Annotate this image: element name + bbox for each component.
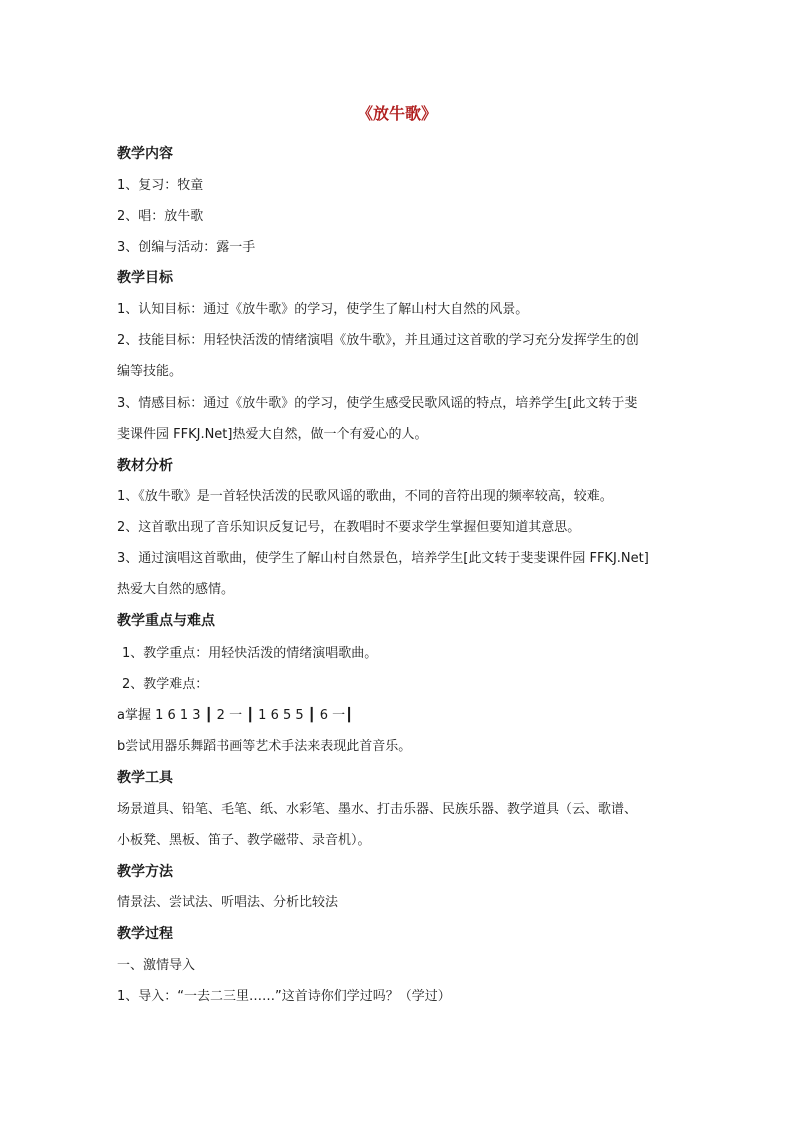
section-heading-key-points: 教学重点与难点 [117, 613, 215, 629]
paragraph-line: 场景道具、铅笔、毛笔、纸、水彩笔、墨水、打击乐器、民族乐器、教学道具（云、歌谱、 [117, 802, 638, 817]
paragraph-line: 小板凳、黑板、笛子、教学磁带、录音机）。 [117, 833, 371, 848]
section-heading-process: 教学过程 [117, 926, 173, 942]
paragraph-line: 1、教学重点：用轻快活泼的情绪演唱歌曲。 [122, 646, 378, 661]
paragraph-line: 一、激情导入 [117, 958, 196, 973]
paragraph-line: 2、唱：放牛歌 [117, 209, 204, 224]
paragraph-line: 斐课件园 FFKJ.Net]热爱大自然，做一个有爱心的人。 [117, 427, 428, 442]
paragraph-line: 1、《放牛歌》是一首轻快活泼的民歌风谣的歌曲，不同的音符出现的频率较高，较难。 [117, 489, 613, 504]
paragraph-line: 情景法、尝试法、听唱法、分析比较法 [117, 895, 339, 910]
paragraph-line: 2、教学难点： [122, 677, 209, 692]
section-heading-goals: 教学目标 [117, 270, 173, 286]
section-heading-tools: 教学工具 [117, 770, 173, 786]
paragraph-line: 1、导入：“一去二三里……”这首诗你们学过吗？（学过） [117, 989, 451, 1004]
paragraph-line: 编等技能。 [117, 364, 183, 379]
paragraph-line: 1、复习：牧童 [117, 178, 204, 193]
section-heading-methods: 教学方法 [117, 864, 173, 880]
paragraph-line: 热爱大自然的感情。 [117, 582, 235, 597]
notation-line: a掌握 1 6 1 3 ┃ 2 一 ┃ 1 6 5 5 ┃ 6 一┃ [117, 708, 353, 723]
section-heading-analysis: 教材分析 [117, 458, 173, 474]
section-heading-content: 教学内容 [117, 146, 173, 162]
document-title: 《放牛歌》 [356, 104, 437, 123]
paragraph-line: 1、认知目标：通过《放牛歌》的学习，使学生了解山村大自然的风景。 [117, 302, 529, 317]
paragraph-line: b尝试用器乐舞蹈书画等艺术手法来表现此首音乐。 [117, 739, 412, 754]
paragraph-line: 3、通过演唱这首歌曲，使学生了解山村自然景色，培养学生[此文转于斐斐课件园 FFKJ.Net] [117, 551, 649, 566]
paragraph-line: 3、情感目标：通过《放牛歌》的学习，使学生感受民歌风谣的特点，培养学生[此文转于斐 [117, 396, 638, 411]
paragraph-line: 2、技能目标：用轻快活泼的情绪演唱《放牛歌》，并且通过这首歌的学习充分发挥学生的创 [117, 333, 639, 348]
paragraph-line: 2、这首歌出现了音乐知识反复记号，在教唱时不要求学生掌握但要知道其意思。 [117, 520, 581, 535]
paragraph-line: 3、创编与活动：露一手 [117, 240, 256, 255]
